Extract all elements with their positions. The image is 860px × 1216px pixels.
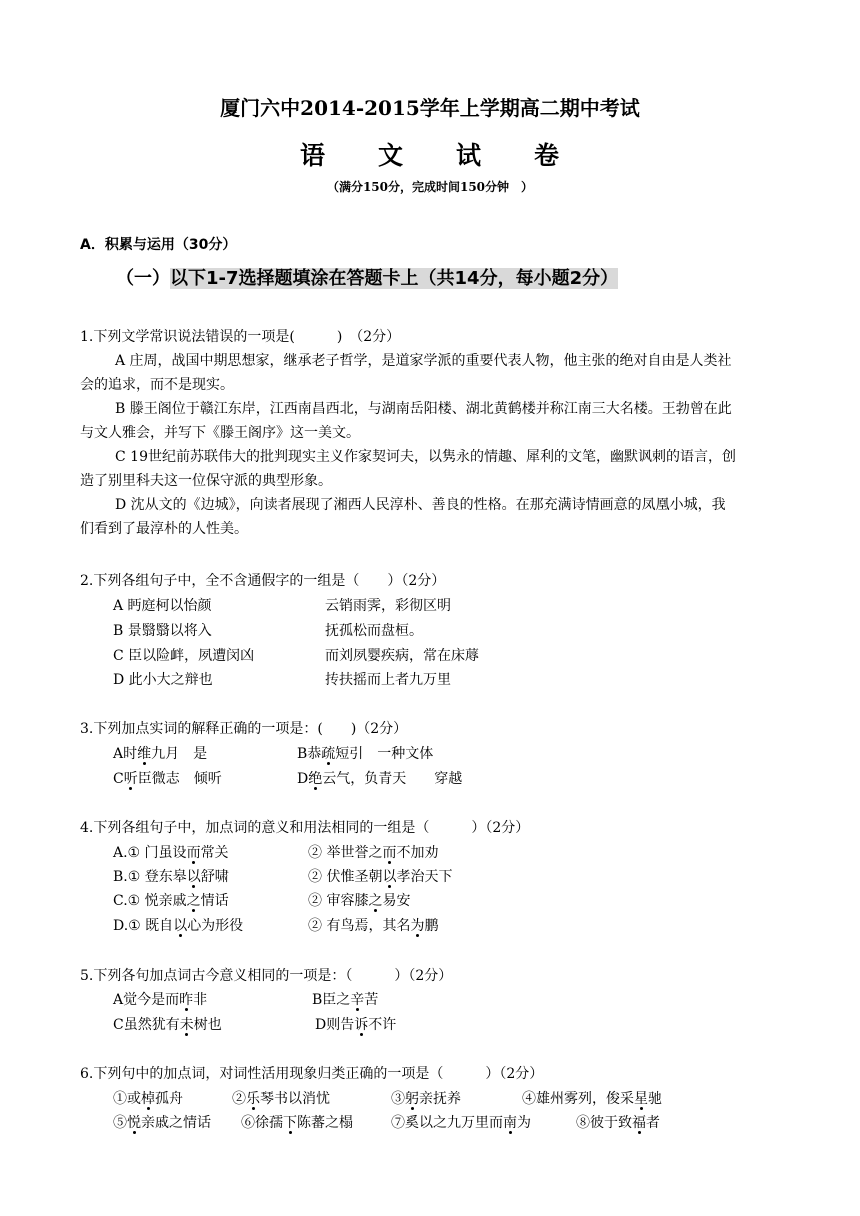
q5-option-a	[113, 990, 207, 1010]
q5-option-b	[312, 990, 378, 1010]
q6-item-3-dotted-word: 躬	[405, 1091, 419, 1107]
q4-option-d-right	[308, 916, 438, 936]
q4-d-right-post: 鹏	[424, 918, 439, 934]
q4-c-left-dotted-word: 之	[186, 893, 201, 909]
q3-a-dotted-word: 维	[137, 746, 152, 762]
q3-a-post: 九月 是	[151, 746, 208, 762]
q4-stem: 4.下列各组句子中，加点词的意义和用法相同的一组是（ ）（2分）	[80, 820, 530, 836]
q3-option-a	[113, 744, 207, 764]
q3-d-pre: D	[297, 771, 309, 787]
q4-d-right-pre: ② 有鸟焉，其名	[308, 918, 411, 934]
q4-a-right-post: 不加劝	[396, 845, 439, 861]
q5-stem: 5.下列各句加点词古今意义相同的一项是：（ ）（2分）	[80, 968, 453, 984]
q6-item-6-post: 陈蕃之榻	[297, 1115, 353, 1131]
q1-option-a-line1: A 庄周，战国中期思想家，继承老子哲学，是道家学派的重要代表人物，他主张的绝对自由是人类社	[115, 353, 732, 369]
q5-a-dotted-word: 昨	[179, 992, 194, 1008]
q3-option-d	[297, 769, 462, 789]
q5-option-c	[113, 1015, 222, 1035]
q4-b-left-pre: B.① 登东皋	[113, 869, 187, 885]
q4-c-right-post: 易安	[382, 893, 411, 909]
q4-b-left-post: 舒啸	[200, 869, 229, 885]
q5-b-post: 苦	[364, 992, 379, 1008]
q3-d-post: 云气，负青天 穿越	[322, 771, 463, 787]
q2-option-c-right: 而刘夙婴疾病，常在床蓐	[325, 648, 479, 664]
q6-item-6	[241, 1113, 353, 1133]
q5-option-d	[315, 1015, 396, 1035]
q6-item-7-pre: ⑦奚以之九万里而	[391, 1115, 503, 1131]
q3-stem: 3.下列加点实词的解释正确的一项是：( )（2分）	[80, 721, 408, 737]
q1-stem: 1.下列文学常识说法错误的一项是( ) （2分）	[80, 329, 401, 345]
q1-option-c-line2: 造了别里科夫这一位保守派的典型形象。	[80, 473, 332, 489]
q3-c-dotted-word: 听	[123, 771, 138, 787]
q6-item-7-dotted-word: 南	[503, 1115, 517, 1131]
q4-option-d-left	[113, 916, 243, 936]
q6-item-8-post: 者	[646, 1115, 660, 1131]
q2-option-b-left: B 景翳翳以将入	[113, 623, 212, 639]
q4-b-right-pre: ② 伏惟圣朝	[308, 869, 383, 885]
q6-item-8-dotted-word: 福	[632, 1115, 646, 1131]
q6-item-2-pre: ②	[232, 1091, 246, 1107]
q5-d-post: 不许	[368, 1017, 397, 1033]
q2-option-c-left: C 臣以险衅，夙遭闵凶	[113, 648, 255, 664]
q6-item-3-pre: ③	[391, 1091, 405, 1107]
q6-item-6-dotted-word: 下	[283, 1115, 297, 1131]
q6-item-5-pre: ⑤	[113, 1115, 127, 1131]
q1-option-b-line2: 与文人雅会，并写下《滕王阁序》这一美文。	[80, 425, 360, 441]
q5-b-pre: B臣之	[312, 992, 351, 1008]
q4-d-left-dotted-word: 以	[173, 918, 188, 934]
q5-c-post: 树也	[193, 1017, 222, 1033]
q6-item-5-dotted-word: 悦	[127, 1115, 141, 1131]
q4-a-left-post: 常关	[200, 845, 229, 861]
q4-d-right-dotted-word: 为	[410, 918, 425, 934]
q5-c-dotted-word: 未	[179, 1017, 194, 1033]
q3-b-post: 短引 一种文体	[335, 746, 434, 762]
q6-item-2-post: 琴书以消忧	[260, 1091, 330, 1107]
q4-b-right-dotted-word: 以	[382, 869, 397, 885]
q5-d-pre: D则告	[315, 1017, 355, 1033]
q1-option-d-line2: 们看到了最淳朴的人性美。	[80, 521, 248, 537]
q6-item-8-pre: ⑧彼于致	[576, 1115, 632, 1131]
q6-item-5	[113, 1113, 211, 1133]
q1-option-c-line1: C 19世纪前苏联伟大的批判现实主义作家契诃夫，以隽永的情趣、犀利的文笔，幽默讽刺的语言，创	[115, 449, 736, 465]
q6-item-4-dotted-word: 星	[634, 1091, 648, 1107]
q4-option-b-right	[308, 867, 452, 887]
q4-a-right-pre: ② 举世誉之	[308, 845, 383, 861]
q4-b-right-post: 孝治天下	[396, 869, 453, 885]
part-one-instruction: 以下1-7选择题填涂在答题卡上（共14分，每小题2分）	[170, 268, 619, 289]
q4-option-c-right	[308, 891, 410, 911]
q2-stem: 2.下列各组句子中，全不含通假字的一组是（ ）（2分）	[80, 573, 446, 589]
q4-d-left-pre: D.① 既自	[113, 918, 174, 934]
q5-d-dotted-word: 诉	[354, 1017, 369, 1033]
q4-option-b-left	[113, 867, 229, 887]
q6-item-3-post: 亲抚养	[419, 1091, 461, 1107]
q4-option-a-left	[113, 843, 229, 863]
q4-c-left-pre: C.① 悦亲戚	[113, 893, 187, 909]
q6-item-4	[522, 1089, 662, 1109]
paper-title: 语 文 试 卷	[299, 141, 560, 170]
q6-item-7	[391, 1113, 531, 1133]
q6-item-2-dotted-word: 乐	[246, 1091, 260, 1107]
q4-a-right-dotted-word: 而	[382, 845, 397, 861]
q5-b-dotted-word: 辛	[350, 992, 365, 1008]
q2-option-d-right: 抟扶摇而上者九万里	[325, 672, 451, 688]
q1-option-a-line2: 会的追求，而不是现实。	[80, 377, 234, 393]
q6-item-4-pre: ④雄州雾列，俊采	[522, 1091, 634, 1107]
q4-a-left-pre: A.① 门虽设	[113, 845, 187, 861]
q3-d-dotted-word: 绝	[308, 771, 323, 787]
q5-c-pre: C虽然犹有	[113, 1017, 180, 1033]
q4-c-right-pre: ② 审容膝	[308, 893, 369, 909]
q1-option-d-line1: D 沈从文的《边城》，向读者展现了湘西人民淳朴、善良的性格。在那充满诗情画意的凤凰小城，我	[115, 497, 726, 513]
q6-stem: 6.下列句中的加点词，对词性活用现象归类正确的一项是（ ）（2分）	[80, 1066, 544, 1082]
q5-a-pre: A觉今是而	[113, 992, 180, 1008]
section-a-heading: A．积累与运用（30分）	[80, 237, 237, 253]
q3-option-c	[113, 769, 222, 789]
q6-item-4-post: 驰	[648, 1091, 662, 1107]
q3-b-pre: B恭	[297, 746, 322, 762]
q3-a-pre: A时	[113, 746, 138, 762]
q5-a-post: 非	[193, 992, 208, 1008]
q4-b-left-dotted-word: 以	[186, 869, 201, 885]
q3-c-post: 臣微志 倾听	[137, 771, 222, 787]
q2-option-d-left: D 此小大之辩也	[113, 672, 213, 688]
part-one-number: （一）	[116, 268, 170, 289]
school-exam-title: 厦门六中2014-2015学年上学期高二期中考试	[220, 96, 640, 120]
q4-d-left-post: 心为形役	[187, 918, 244, 934]
q4-a-left-dotted-word: 而	[186, 845, 201, 861]
q3-c-pre: C	[113, 771, 124, 787]
q4-option-c-left	[113, 891, 229, 911]
q2-option-b-right: 抚孤松而盘桓。	[325, 623, 423, 639]
q2-option-a-right: 云销雨霁，彩彻区明	[325, 598, 451, 614]
q6-item-3	[391, 1089, 461, 1109]
part-one-heading	[116, 264, 618, 290]
q6-item-1	[113, 1089, 183, 1109]
q3-b-dotted-word: 疏	[321, 746, 336, 762]
q6-item-1-pre: ①或	[113, 1091, 141, 1107]
q3-option-b	[297, 744, 433, 764]
q4-option-a-right	[308, 843, 438, 863]
q6-item-6-pre: ⑥徐孺	[241, 1115, 283, 1131]
score-time-note: （满分150分，完成时间150分钟 ）	[326, 180, 534, 194]
q4-c-right-dotted-word: 之	[368, 893, 383, 909]
q6-item-1-dotted-word: 棹	[141, 1091, 155, 1107]
q6-item-7-post: 为	[517, 1115, 531, 1131]
q6-item-1-post: 孤舟	[155, 1091, 183, 1107]
q6-item-2	[232, 1089, 330, 1109]
q6-item-5-post: 亲戚之情话	[141, 1115, 211, 1131]
q1-option-b-line1: B 滕王阁位于赣江东岸，江西南昌西北，与湖南岳阳楼、湖北黄鹤楼并称江南三大名楼。王勃曾在此	[115, 401, 732, 417]
q2-option-a-left: A 眄庭柯以怡颜	[113, 598, 212, 614]
q6-item-8	[576, 1113, 660, 1133]
q4-c-left-post: 情话	[200, 893, 229, 909]
